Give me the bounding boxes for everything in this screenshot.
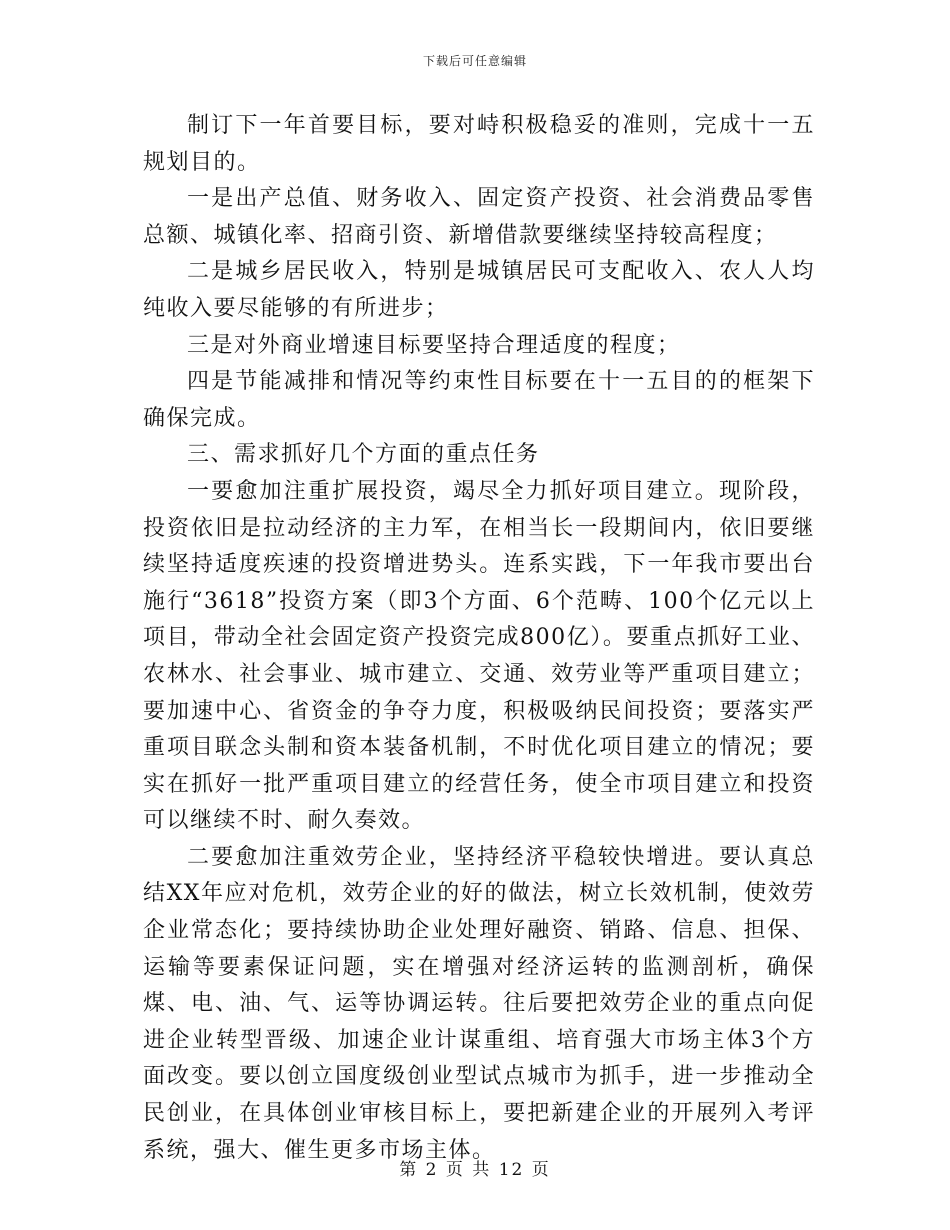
- paragraph-annual-goal: 制订下一年首要目标，要对峙积极稳妥的准则，完成十一五规划目的。: [143, 113, 815, 175]
- page-number-footer: [0, 1155, 950, 1180]
- paragraph-goal-four: 四是节能减排和情况等约束性目标要在十一五目的的框架下确保完成。: [143, 369, 815, 431]
- paragraph-goal-one: 一是出产总值、财务收入、固定资产投资、社会消费品零售总额、城镇化率、招商引资、新增借款要继续坚持较高程度；: [143, 186, 815, 248]
- paragraph-investment: 一要愈加注重扩展投资，竭尽全力抓好项目建立。现阶段，投资依旧是拉动经济的主力军，在相当长一段期间内，依旧要继续坚持适度疾速的投资增进势头。连系实践，下一年我市要出台施行“3618”投资方案（即3个方面、6个范畴、100个亿元以上项目，带动全社会固定资产投资完成800亿）。要重点抓好工业、农林水、社会事业、城市建立、交通、效劳业等严重项目建立；要加速中心、省资金的争夺力度，积极吸纳民间投资；要落实严重项目联念头制和资本装备机制，不时优化项目建立的情况；要实在抓好一批严重项目建立的经营任务，使全市项目建立和投资可以继续不时、耐久奏效。: [143, 478, 815, 834]
- page-number-label: 第 2 页 共 12 页: [399, 1160, 551, 1180]
- document-body: [143, 108, 815, 1169]
- paragraph-goal-three: 三是对外商业增速目标要坚持合理适度的程度；: [187, 332, 681, 358]
- paragraph-goal-two: 二是城乡居民收入，特别是城镇居民可支配收入、农人人均纯收入要尽能够的有所进步；: [143, 259, 815, 321]
- page-header-note: 下载后可任意编辑: [422, 54, 527, 68]
- section-heading-key-tasks: 三、需求抓好几个方面的重点任务: [187, 442, 540, 468]
- paragraph-enterprise-service: 二要愈加注重效劳企业，坚持经济平稳较快增进。要认真总结XX年应对危机，效劳企业的好的做法，树立长效机制，使效劳企业常态化；要持续协助企业处理好融资、销路、信息、担保、运输等要素保证问题，实在增强对经济运转的监测剖析，确保煤、电、油、气、运等协调运转。往后要把效劳企业的重点向促进企业转型晋级、加速企业计谋重组、培育强大市场主体3个方面改变。要以创立国度级创业型试点城市为抓手，进一步推动全民创业，在具体创业审核目标上，要把新建企业的开展列入考评系统，强大、催生更多市场主体。: [143, 844, 815, 1163]
